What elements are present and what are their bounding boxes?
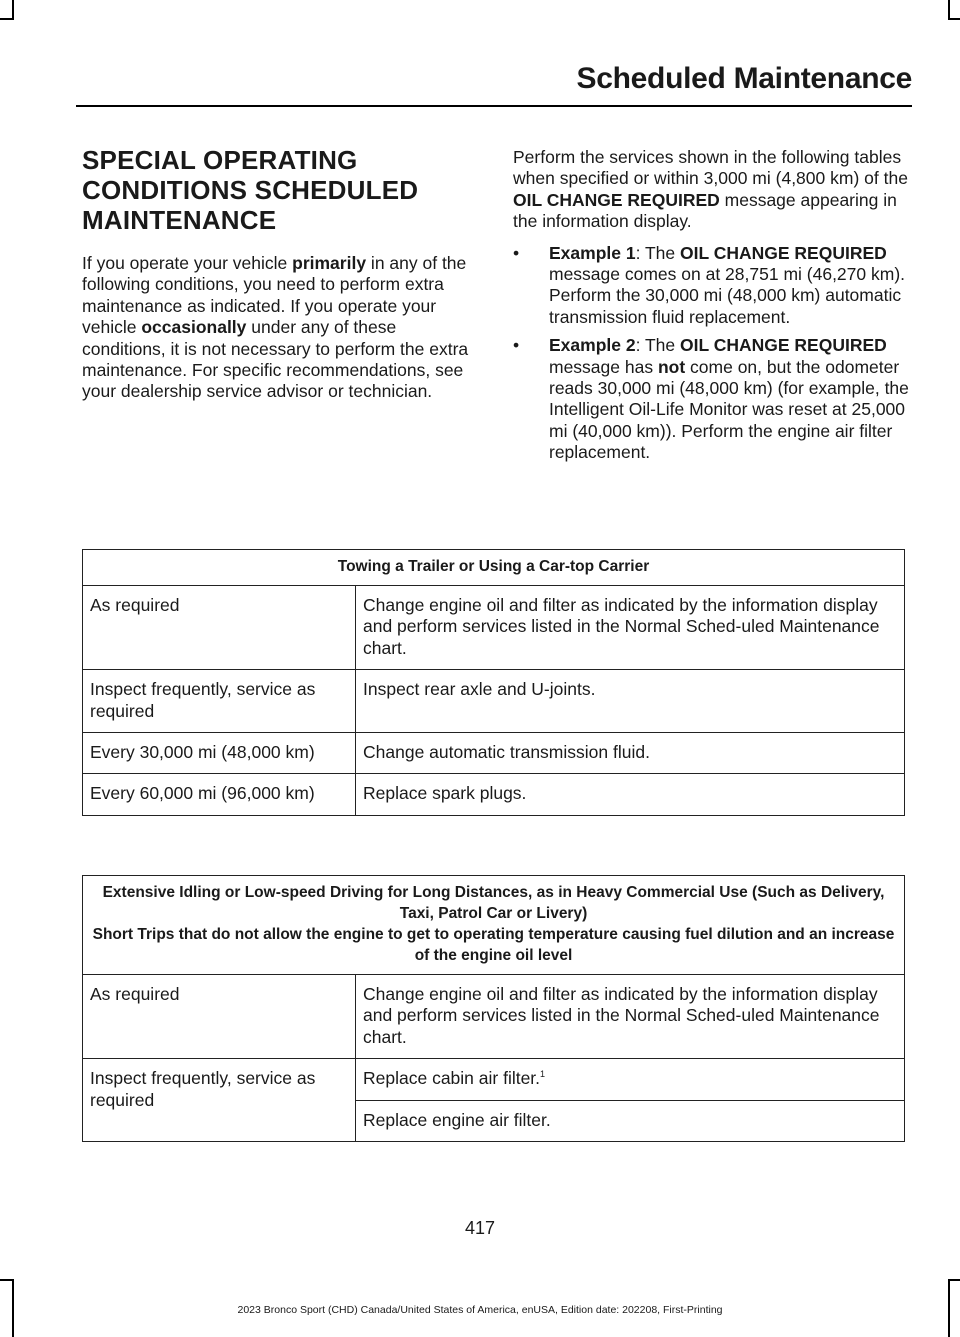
footnote-marker: 1 xyxy=(540,1069,546,1080)
section-title-line: CONDITIONS SCHEDULED xyxy=(82,175,419,205)
example-label: Example 1 xyxy=(549,242,636,263)
services-paragraph xyxy=(513,147,909,233)
crop-mark xyxy=(12,0,14,20)
interval-cell: Inspect frequently, service as required xyxy=(83,670,356,733)
right-column xyxy=(513,147,909,471)
table-header xyxy=(83,876,905,975)
text: Perform the services shown in the following tables when specified or within 3,000 mi (4,800 km) of the xyxy=(513,147,908,189)
example-label: Example 2 xyxy=(549,335,636,356)
bullet: • xyxy=(513,335,520,356)
table-header-row xyxy=(83,550,905,586)
table-row xyxy=(83,733,905,774)
section-title-line: MAINTENANCE xyxy=(82,205,277,235)
service-cell: Replace spark plugs. xyxy=(356,774,905,815)
text: message appearing in the information display. xyxy=(513,189,897,232)
page-number: 417 xyxy=(464,1218,496,1238)
header-rule xyxy=(76,105,912,107)
table-row xyxy=(83,586,905,670)
intro-paragraph xyxy=(82,253,477,403)
interval-cell: Inspect frequently, service as required xyxy=(83,1059,356,1142)
crop-mark xyxy=(0,1279,14,1281)
service-cell: Replace engine air filter. xyxy=(356,1100,905,1141)
examples-list xyxy=(513,243,909,464)
service-text: Replace cabin air filter. xyxy=(363,1068,541,1089)
list-item xyxy=(513,243,909,329)
crop-mark xyxy=(948,0,950,20)
interval-cell: As required xyxy=(83,586,356,670)
section-title-line: SPECIAL OPERATING xyxy=(82,145,358,175)
service-cell: Inspect rear axle and U-joints. xyxy=(356,670,905,733)
table-row xyxy=(83,975,905,1059)
table-header-line: Short Trips that do not allow the engine to get to operating temperature causing fuel dilution and an increase of the engine oil level xyxy=(92,926,895,964)
text: If you operate your vehicle xyxy=(82,253,293,273)
emphasis: occasionally xyxy=(141,317,247,338)
text: : The xyxy=(635,335,681,356)
emphasis: OIL CHANGE REQUIRED xyxy=(513,189,720,210)
idling-short-trips-maintenance-table xyxy=(82,875,905,1142)
text: come on, but the odometer reads 30,000 mi (48,000 km) (for example, the Intelligent Oil-Life Monitor was reset at 25,000 mi (40,000 km)). Perform the engine air filter replacement. xyxy=(549,356,909,463)
table-header-row xyxy=(83,876,905,975)
text: : The xyxy=(635,242,681,263)
list-item xyxy=(513,335,909,463)
table-header-line: Extensive Idling or Low-speed Driving for Long Distances, as in Heavy Commercial Use (Such as Delivery, Taxi, Patrol Car or Livery) xyxy=(102,884,885,922)
service-cell: Change automatic transmission fluid. xyxy=(356,733,905,774)
emphasis: not xyxy=(657,356,686,377)
text: message has xyxy=(549,356,658,377)
service-cell: Change engine oil and filter as indicated by the information display and perform services listed in the Normal Sched-uled Maintenance chart. xyxy=(356,586,905,670)
service-cell: Change engine oil and filter as indicated by the information display and perform services listed in the Normal Sched-uled Maintenance chart. xyxy=(356,975,905,1059)
message-name: OIL CHANGE REQUIRED xyxy=(680,335,887,356)
section-title xyxy=(82,145,477,235)
page-header-title: Scheduled Maintenance xyxy=(576,62,912,95)
interval-cell: As required xyxy=(83,975,356,1059)
left-column xyxy=(82,145,477,403)
text: under any of these conditions, it is not necessary to perform the extra maintenance. For specific recommendations, see your dealership service advisor or technician. xyxy=(82,317,469,402)
message-name: OIL CHANGE REQUIRED xyxy=(680,242,887,263)
service-cell xyxy=(356,1059,905,1100)
text: message comes on at 28,751 mi (46,270 km). Perform the 30,000 mi (48,000 km) automatic transmission fluid replacement. xyxy=(549,264,906,327)
text: in any of the following conditions, you need to perform extra maintenance as indicated. If you operate your vehicle xyxy=(82,253,467,338)
table-row xyxy=(83,1059,905,1100)
table-row xyxy=(83,670,905,733)
interval-cell: Every 60,000 mi (96,000 km) xyxy=(83,774,356,815)
footer-edition-info: 2023 Bronco Sport (CHD) Canada/United States of America, enUSA, Edition date: 202208, First-Printing xyxy=(237,1304,723,1316)
bullet: • xyxy=(513,242,520,263)
crop-mark xyxy=(948,1279,960,1281)
crop-mark xyxy=(948,18,960,20)
towing-maintenance-table xyxy=(82,549,905,816)
crop-mark xyxy=(0,18,14,20)
interval-cell: Every 30,000 mi (48,000 km) xyxy=(83,733,356,774)
emphasis: primarily xyxy=(292,253,367,273)
table-header: Towing a Trailer or Using a Car-top Carrier xyxy=(83,550,905,586)
table-row xyxy=(83,774,905,815)
